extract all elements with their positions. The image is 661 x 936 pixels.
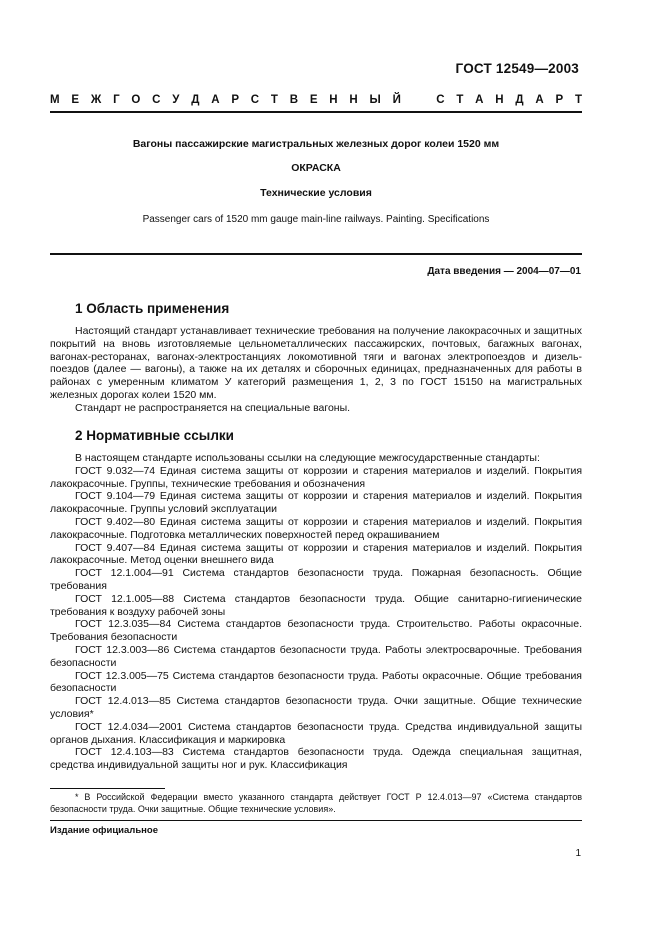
gost-number: ГОСТ 12549—2003 xyxy=(455,61,579,76)
document-title: Вагоны пассажирские магистральных железных дорог колеи 1520 мм xyxy=(132,138,500,150)
banner-letter: Г xyxy=(113,94,120,106)
reference-item: ГОСТ 12.3.035—84 Система стандартов безопасности труда. Строительство. Работы окрасочные. Требования безопасности xyxy=(50,618,582,644)
introduction-date: Дата введения — 2004—07—01 xyxy=(427,266,581,277)
interstate-standard-banner xyxy=(50,94,582,106)
english-title: Passenger cars of 1520 mm gauge main-line railways. Painting. Specifications xyxy=(142,214,490,225)
banner-letter: Т xyxy=(456,94,464,106)
banner-letter: А xyxy=(535,94,544,106)
banner-letter: С xyxy=(250,94,260,106)
footer-divider xyxy=(50,820,582,821)
banner-letter: Е xyxy=(71,94,80,106)
reference-item: ГОСТ 12.3.003—86 Система стандартов безопасности труда. Работы электросварочные. Требования безопасности xyxy=(50,643,582,669)
reference-item: ГОСТ 12.1.005—88 Система стандартов безопасности труда. Общие санитарно-гигиенические требования к воздуху рабочей зоны xyxy=(50,592,582,618)
section-heading-scope: 1 Область применения xyxy=(75,301,230,316)
reference-item: ГОСТ 9.104—79 Единая система защиты от коррозии и старения материалов и изделий. Покрытия лакокрасочные. Группы условий эксплуатации xyxy=(50,490,582,516)
reference-item: ГОСТ 12.4.103—83 Система стандартов безопасности труда. Одежда специальная защитная, средства индивидуальной защиты ног и рук. Классификация xyxy=(50,746,582,772)
banner-letter: А xyxy=(211,94,220,106)
banner-letter: О xyxy=(131,94,141,106)
banner-letter: В xyxy=(289,94,299,106)
banner-letter: Т xyxy=(270,94,278,106)
reference-item: ГОСТ 12.1.004—91 Система стандартов безопасности труда. Пожарная безопасность. Общие требования xyxy=(50,567,582,592)
banner-letter: М xyxy=(50,94,60,106)
banner-letter: С xyxy=(152,94,161,106)
reference-item: ГОСТ 12.4.013—85 Система стандартов безопасности труда. Очки защитные. Общие технические условия* xyxy=(50,695,582,720)
reference-item: ГОСТ 12.4.034—2001 Система стандартов безопасности труда. Средства индивидуальной защиты органов дыхания. Классификация и маркировка xyxy=(50,720,582,746)
reference-item: ГОСТ 12.3.005—75 Система стандартов безопасности труда. Работы окрасочные. Общие требования безопасности xyxy=(50,669,582,695)
footnote-text: * В Российской Федерации вместо указанного стандарта действует ГОСТ Р 12.4.013—97 «Система стандартов безопасности труда. Очки защитные. Общие технические условия». xyxy=(50,792,582,814)
section-body-scope xyxy=(50,325,582,415)
banner-letter: Ж xyxy=(90,94,102,106)
document-subtitle: Технические условия xyxy=(260,187,372,199)
page-number: 1 xyxy=(575,848,581,859)
header-divider xyxy=(50,111,582,113)
section-body-references xyxy=(50,452,582,772)
footnote-divider xyxy=(50,788,165,789)
reference-item: ГОСТ 9.032—74 Единая система защиты от коррозии и старения материалов и изделий. Покрытия лакокрасочные. Группы, технические требования и обозначения xyxy=(50,464,582,490)
paragraph: Настоящий стандарт устанавливает технические требования на получение лакокрасочных и защитных покрытий на вновь изготовляемые цельнометаллических пассажирских, почтовых, багажных вагонах, вагонах-ресторанах, вагонах-электростанциях локомотивной тяги и вагонах электропоездов и дизель-поездов (далее — вагоны), а также на их деталях и сборочных единицах, предназначенных для работы в районах с умеренным климатом У категорий размещения 1, 2, 3 по ГОСТ 15150 на магистральных железных дорогах колеи 1520 мм. xyxy=(50,325,582,401)
section-heading-references: 2 Нормативные ссылки xyxy=(75,428,234,443)
banner-letter: С xyxy=(436,94,445,106)
banner-letter: Й xyxy=(392,94,401,106)
banner-letter: Е xyxy=(309,94,318,106)
document-topic: ОКРАСКА xyxy=(291,162,341,174)
banner-letter: Н xyxy=(329,94,338,106)
paragraph: В настоящем стандарте использованы ссылки на следующие межгосударственные стандарты: xyxy=(75,452,540,464)
reference-item: ГОСТ 9.407—84 Единая система защиты от коррозии и старения материалов и изделий. Покрытия лакокрасочные. Метод оценки внешнего вида xyxy=(50,541,582,567)
banner-letter: Т xyxy=(574,94,582,106)
banner-letter: Н xyxy=(349,94,358,106)
official-edition-label: Издание официальное xyxy=(50,825,158,836)
banner-letter: Д xyxy=(191,94,200,106)
paragraph: Стандарт не распространяется на специальные вагоны. xyxy=(75,401,351,414)
banner-letter: Р xyxy=(231,94,239,106)
footnote xyxy=(50,792,582,815)
banner-letter: Р xyxy=(555,94,564,106)
reference-item: ГОСТ 9.402—80 Единая система защиты от коррозии и старения материалов и изделий. Покрытия лакокрасочные. Подготовка металлических поверхностей перед окрашиванием xyxy=(50,515,582,541)
banner-letter: Д xyxy=(515,94,524,106)
banner-letter: А xyxy=(475,94,484,106)
banner-letter: Н xyxy=(495,94,504,106)
banner-letter: Ы xyxy=(369,94,381,106)
title-divider xyxy=(50,253,582,255)
banner-letter: У xyxy=(172,94,180,106)
